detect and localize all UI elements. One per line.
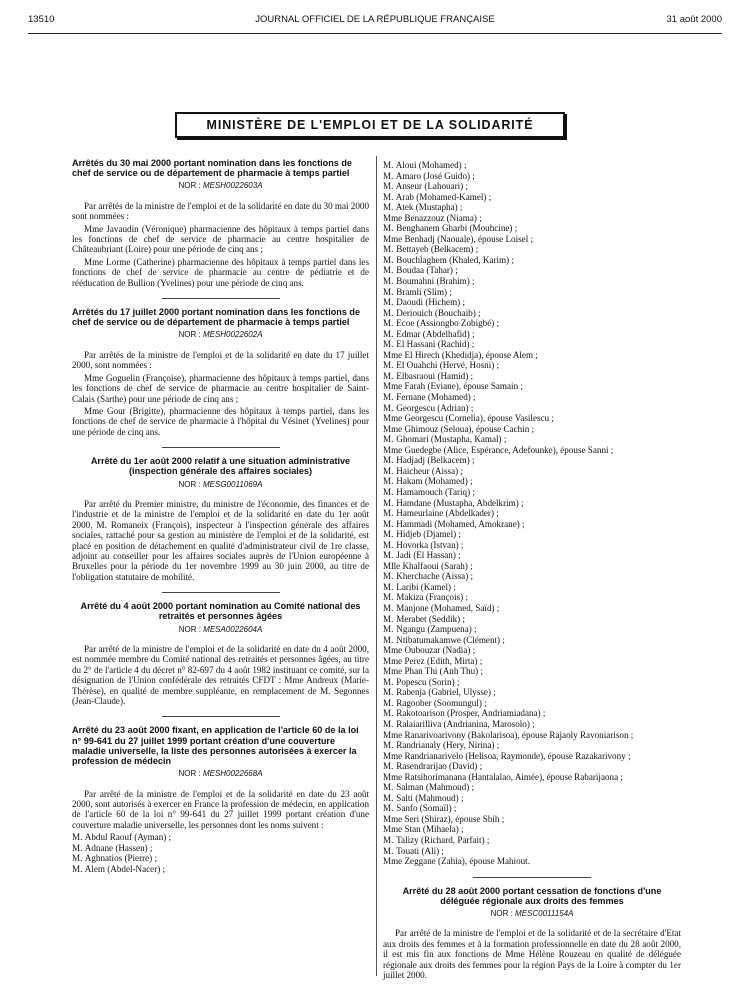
person-name: Atek (Mustapha) ; xyxy=(395,202,463,213)
person-name: Ralaiarilliva (Andrianina, Marosolo) ; xyxy=(396,718,535,729)
person-name: Alem (Abdel-Nacer) ; xyxy=(84,863,166,874)
list-item xyxy=(383,656,681,667)
list-item xyxy=(383,508,681,519)
honorific: M. xyxy=(383,434,394,445)
list-item xyxy=(383,244,681,255)
list-item xyxy=(383,666,681,677)
decree-title: Arrêtés du 30 mai 2000 portant nomination dans les fonctions de chef de service ou de département de pharmacie à temps partiel xyxy=(72,158,352,179)
authorized-list-continued xyxy=(383,160,681,867)
honorific: M. xyxy=(383,792,394,803)
person-name: Hidjeb (Djamel) ; xyxy=(396,529,461,540)
person-name: Perez (Edith, Mirta) ; xyxy=(404,655,483,666)
person-name: El Hassani (Rachid) ; xyxy=(396,339,475,350)
list-item xyxy=(383,487,681,498)
honorific: M. xyxy=(383,476,394,487)
list-item xyxy=(383,687,681,698)
honorific: M. xyxy=(383,497,394,508)
person-name: Manjone (Mohamed, Saïd) ; xyxy=(396,602,500,613)
decree-paragraph: Mme Goguelin (Françoise), pharmacienne des hôpitaux à temps partiel, dans les fonctions de chef de service de pharmacie au centre hospitalier de Saint-Calais (Sarthe) pour une période de cinq ans ; xyxy=(72,372,369,404)
list-item xyxy=(383,424,681,435)
nor-label: NOR : xyxy=(178,624,201,634)
list-item xyxy=(383,846,681,857)
list-item xyxy=(383,740,681,751)
list-item xyxy=(383,751,681,762)
list-item xyxy=(383,761,681,772)
list-item xyxy=(383,835,681,846)
honorific: Mme xyxy=(383,729,403,740)
person-name: Salman (Mahmoud) ; xyxy=(396,782,475,793)
list-item xyxy=(383,339,681,350)
person-name: Khalfaoui (Sarah) ; xyxy=(402,560,473,571)
honorific: M. xyxy=(383,170,394,181)
honorific: Mme xyxy=(383,413,403,424)
honorific: M. xyxy=(383,370,394,381)
person-name: Laribi (Kamel) ; xyxy=(396,581,456,592)
nor-code: MESH0022603A xyxy=(202,181,263,191)
list-item xyxy=(383,519,681,530)
list-item xyxy=(383,529,681,540)
honorific: Mme xyxy=(383,813,403,824)
honorific: M. xyxy=(383,761,394,772)
list-item xyxy=(383,445,681,456)
decree-title: Arrêté du 23 août 2000 fixant, en application de l'article 60 de la loi n° 99-641 du 27 juillet 1999 portant création d'une couverture maladie universelle, la liste des personnes autorisées à exercer la profession de médecin xyxy=(72,725,359,767)
honorific: M. xyxy=(72,863,83,874)
decree-title: Arrêté du 28 août 2000 portant cessation de fonctions d'une déléguée régionale aux droits des femmes xyxy=(402,885,662,906)
nor-reference xyxy=(383,909,681,919)
person-name: El Hirech (Khedidja), épouse Alem ; xyxy=(404,349,538,360)
honorific: M. xyxy=(383,782,394,793)
honorific: M. xyxy=(383,634,394,645)
person-name: Merabet (Seddik) ; xyxy=(396,613,465,624)
list-item xyxy=(383,297,681,308)
list-item xyxy=(383,213,681,224)
decree-paragraph: Mme Lorme (Catherine) pharmacienne des hôpitaux à temps partiel dans les fonctions de chef de service de pharmacie au centre de pédiatrie et de rééducation de Bullion (Yvelines) pour une période de cinq ans. xyxy=(72,256,369,288)
person-name: Arab (Mohamed-Kamel) ; xyxy=(395,191,492,202)
person-name: Kherchache (Aissa) ; xyxy=(396,571,474,582)
decree-3 xyxy=(72,456,369,582)
honorific: M. xyxy=(383,455,394,466)
list-item xyxy=(383,234,681,245)
person-name: Touati (Ali) ; xyxy=(396,845,444,856)
list-item xyxy=(383,772,681,783)
left-column xyxy=(72,158,369,874)
list-item xyxy=(383,793,681,804)
person-name: Ntibatumakamwe (Clément) ; xyxy=(396,634,505,645)
nor-label: NOR : xyxy=(178,181,201,191)
section-separator xyxy=(162,716,280,717)
person-name: Boudaa (Tahar) ; xyxy=(396,265,458,276)
honorific: M. xyxy=(383,307,394,318)
right-column xyxy=(383,158,681,982)
honorific: M. xyxy=(383,602,394,613)
person-name: Zeggane (Zahia), épouse Mahiout. xyxy=(404,856,530,867)
person-name: Salti (Mahmoud) ; xyxy=(396,792,464,803)
person-name: Bouchlaghem (Khaled, Karim) ; xyxy=(396,254,514,265)
list-item xyxy=(383,614,681,625)
person-name: Popescu (Sorin) ; xyxy=(396,676,460,687)
honorific: M. xyxy=(383,339,394,350)
list-item xyxy=(383,635,681,646)
honorific: M. xyxy=(383,223,394,234)
decree-paragraph: Mme Javaudin (Véronique) pharmacienne des hôpitaux à temps partiel dans les fonctions de chef de service de pharmacie au centre hospitalier de Châteaubriant (Loire) pour une période de cinq ans ; xyxy=(72,223,369,255)
person-name: Georgescu (Cornelia), épouse Vasilescu ; xyxy=(404,413,554,424)
list-item xyxy=(72,853,369,863)
honorific: M. xyxy=(383,286,394,297)
honorific: M. xyxy=(383,328,394,339)
honorific: M. xyxy=(383,244,394,255)
person-name: Hamdane (Mustapha, Abdelkrim) ; xyxy=(396,497,524,508)
honorific: M. xyxy=(383,687,394,698)
nor-label: NOR : xyxy=(490,909,513,919)
person-name: Bramli (Slim) ; xyxy=(396,286,452,297)
list-item xyxy=(383,202,681,213)
list-item xyxy=(72,832,369,842)
list-item xyxy=(383,719,681,730)
person-name: Hovorka (Istvan) ; xyxy=(396,539,464,550)
list-item xyxy=(383,265,681,276)
section-separator xyxy=(162,592,280,593)
honorific: M. xyxy=(383,486,394,497)
honorific: M. xyxy=(383,191,394,202)
list-item xyxy=(383,360,681,371)
person-name: Phan Thi (Anh Thu) ; xyxy=(404,666,483,677)
person-name: Oubouzar (Nadia) ; xyxy=(404,645,476,656)
section-separator xyxy=(473,877,591,878)
honorific: M. xyxy=(383,360,394,371)
nor-reference xyxy=(72,480,369,490)
list-item xyxy=(383,603,681,614)
honorific: Mme xyxy=(383,444,403,455)
list-item xyxy=(383,181,681,192)
decree-title: Arrêté du 4 août 2000 portant nomination au Comité national des retraités et personnes âgées xyxy=(80,601,361,622)
honorific: Mlle xyxy=(383,560,401,571)
honorific: M. xyxy=(383,392,394,403)
section-separator xyxy=(162,298,280,299)
honorific: M. xyxy=(383,803,394,814)
list-item xyxy=(383,561,681,572)
person-name: Benazzouz (Niama) ; xyxy=(404,212,482,223)
list-item xyxy=(383,498,681,509)
honorific: M. xyxy=(383,740,394,751)
decree-5 xyxy=(72,725,369,873)
list-item xyxy=(383,550,681,561)
list-item xyxy=(383,571,681,582)
list-item xyxy=(383,392,681,403)
person-name: Deriouich (Bouchaib) ; xyxy=(396,307,481,318)
person-name: Hakam (Mohamed) ; xyxy=(396,476,473,487)
honorific: M. xyxy=(383,676,394,687)
decree-1 xyxy=(72,158,369,288)
list-item xyxy=(383,708,681,719)
list-item xyxy=(383,403,681,414)
honorific: M. xyxy=(383,697,394,708)
decree-paragraph: Par arrêtés de la ministre de l'emploi et de la solidarité en date du 17 juillet 2000, sont nommées : xyxy=(72,349,369,371)
honorific: M. xyxy=(383,181,394,192)
authorized-list xyxy=(72,832,369,874)
honorific: M. xyxy=(383,297,394,308)
list-item xyxy=(383,476,681,487)
honorific: M. xyxy=(383,571,394,582)
list-item xyxy=(383,223,681,234)
nor-code: MESG0011069A xyxy=(203,479,263,489)
decree-title: Arrêtés du 17 juillet 2000 portant nomination dans les fonctions de chef de service ou de département de pharmacie à temps partiel xyxy=(72,307,361,328)
column-divider xyxy=(376,156,377,976)
honorific: M. xyxy=(383,276,394,287)
honorific: M. xyxy=(383,402,394,413)
person-name: Sanfo (Somaïl) ; xyxy=(396,803,457,814)
honorific: M. xyxy=(383,708,394,719)
nor-reference xyxy=(72,769,369,779)
page-header xyxy=(28,14,722,28)
honorific: M. xyxy=(383,835,394,845)
list-item xyxy=(383,381,681,392)
honorific: M. xyxy=(383,718,394,729)
list-item xyxy=(383,624,681,635)
person-name: Amaro (José Guido) ; xyxy=(395,170,475,181)
section-separator xyxy=(162,447,280,448)
person-name: Talizy (Richard, Parfait) ; xyxy=(396,835,490,845)
list-item xyxy=(383,287,681,298)
honorific: Mme xyxy=(383,655,403,666)
person-name: Ratsihorimanana (Hantalalao, Aimée), épouse Rabarijaona ; xyxy=(404,771,623,782)
person-name: Rakotoarison (Prosper, Andriamiadana) ; xyxy=(396,708,546,719)
person-name: Randrianaly (Hery, Nirina) ; xyxy=(396,740,500,751)
decree-paragraph: Par arrêté de la ministre de l'emploi et de la solidarité en date du 23 août 2000, sont autorisés à exercer en France la profession de médecin, en application de l'article 60 de la loi n° 99-641 du 27 juillet 1999 portant création d'une couverture maladie universelle, les personnes dont les noms suivent : xyxy=(72,788,369,830)
list-item xyxy=(383,171,681,182)
list-item xyxy=(383,413,681,424)
person-name: Aghnatios (Pierre) ; xyxy=(84,853,158,864)
list-item xyxy=(383,645,681,656)
honorific: Mme xyxy=(383,824,403,835)
header-rule xyxy=(28,33,722,34)
person-name: Makiza (François) ; xyxy=(396,592,468,603)
person-name: Elbasraoui (Hamid) ; xyxy=(396,370,474,381)
list-item xyxy=(383,698,681,709)
honorific: M. xyxy=(383,624,394,635)
honorific: M. xyxy=(383,539,394,550)
journal-title: JOURNAL OFFICIEL DE LA RÉPUBLIQUE FRANÇAISE xyxy=(255,14,495,25)
nor-code: MESA0022604A xyxy=(203,624,263,634)
person-name: Rabenja (Gabriel, Ulysse) ; xyxy=(396,687,496,698)
honorific: Mme xyxy=(383,423,403,434)
person-name: Rasendrarijao (David) ; xyxy=(396,761,483,772)
decree-4 xyxy=(72,601,369,706)
list-item xyxy=(383,318,681,329)
person-name: Ecoe (Assiongbo Zobigbé) ; xyxy=(396,318,500,329)
person-name: Ngangu (Zampuena) ; xyxy=(396,624,477,635)
list-item xyxy=(383,192,681,203)
person-name: Anseur (Lahouari) ; xyxy=(395,181,468,192)
list-item xyxy=(72,843,369,853)
person-name: Jadi (El Hassan) ; xyxy=(396,550,461,561)
person-name: Hameurlaine (Abdelkader) ; xyxy=(396,508,499,519)
honorific: Mme xyxy=(383,212,403,223)
honorific: Mme xyxy=(383,666,403,677)
person-name: Bettayeb (Belkacem) ; xyxy=(396,244,479,255)
honorific: Mme xyxy=(383,381,403,392)
nor-reference xyxy=(72,181,369,191)
person-name: Hadjadj (Belkacem) ; xyxy=(396,455,475,466)
person-name: Hammadi (Mohamed, Amokrane) ; xyxy=(396,518,525,529)
person-name: Adnane (Hassen) ; xyxy=(84,842,153,853)
honorific: M. xyxy=(72,842,83,853)
list-item xyxy=(383,592,681,603)
honorific: M. xyxy=(383,265,394,276)
honorific: M. xyxy=(383,592,394,603)
decree-paragraph: Par arrêté de la ministre de l'emploi et de la solidarité et de la secrétaire d'Etat aux droits des femmes et à la formation professionnelle en date du 28 août 2000, il est mis fin aux fonctions de Mme Hélène Rouzeau en qualité de déléguée régionale aux droits des femmes pour la région Pays de la Loire à compter du 1er juillet 2000. xyxy=(383,928,681,981)
list-item xyxy=(383,350,681,361)
honorific: Mme xyxy=(383,349,403,360)
honorific: M. xyxy=(383,254,394,265)
nor-label: NOR : xyxy=(178,330,201,340)
list-item xyxy=(383,160,681,171)
decree-paragraph: Par arrêtés de la ministre de l'emploi et de la solidarité en date du 30 mai 2000 sont nommées : xyxy=(72,200,369,222)
nor-code: MESH0022602A xyxy=(202,330,263,340)
honorific: M. xyxy=(383,529,394,540)
person-name: Boumahni (Brahim) ; xyxy=(396,276,475,287)
person-name: Randrianarivelo (Helisoa, Raymonde), épouse Razakarivony ; xyxy=(404,750,631,761)
honorific: M. xyxy=(383,613,394,624)
person-name: Ranarivoarivony (Bakolarisoa), épouse Rajaoly Ravoniarison ; xyxy=(404,729,634,740)
honorific: M. xyxy=(383,518,394,529)
nor-code: MESC0011154A xyxy=(515,909,574,919)
list-item xyxy=(383,782,681,793)
honorific: M. xyxy=(72,853,83,864)
list-item xyxy=(383,466,681,477)
nor-reference xyxy=(72,330,369,340)
person-name: Georgescu (Adrian) ; xyxy=(396,402,474,413)
decree-paragraph: Par arrêté de la ministre de l'emploi et de la solidarité en date du 4 août 2000, est nommée membre du Comité national des retraités et personnes âgées, au titre du 2° de l'article 4 du décret n° 82-697 du 4 août 1982 instituant ce comité, sur la désignation de l'Union confédérale des retraités CFDT : Mme Andreux (Marie-Thérèse), en qualité de membre suppléante, en remplacement de M. Segonnes (Jean-Claude). xyxy=(72,644,369,707)
list-item xyxy=(383,856,681,867)
person-name: Farah (Eviane), épouse Samain ; xyxy=(404,381,523,392)
decree-paragraph: Par arrêté du Premier ministre, du ministre de l'économie, des finances et de l'industrie et de la ministre de l'emploi et de la solidarité en date du 1er août 2000, M. Romaneix (François), inspecteur à l'inspection générale des affaires sociales, rattaché pour sa gestion au ministère de l'emploi et de la solidarité, est placé en position de détachement en qualité d'administrateur civil de 1re classe, adjoint au conseiller pour les affaires sociales auprès de l'Union européenne à Bruxelles pour la période du 1er novembre 1999 au 30 juin 2000, au titre de l'obligation statutaire de mobilité. xyxy=(72,498,369,582)
honorific: M. xyxy=(383,550,394,561)
honorific: Mme xyxy=(383,771,403,782)
list-item xyxy=(383,434,681,445)
honorific: M. xyxy=(383,581,394,592)
person-name: Abdul Raouf (Ayman) ; xyxy=(84,832,172,843)
list-item xyxy=(383,582,681,593)
person-name: Seri (Shiraz), épouse Sbih ; xyxy=(404,813,505,824)
person-name: Ghomari (Mustapha, Kamal) ; xyxy=(396,434,507,445)
decree-6 xyxy=(383,886,681,981)
person-name: Stan (Mihaela) ; xyxy=(404,824,464,835)
nor-label: NOR : xyxy=(178,479,201,489)
nor-code: MESH0022668A xyxy=(202,769,263,779)
list-item xyxy=(383,677,681,688)
person-name: Daoudi (Hichem) ; xyxy=(396,297,465,308)
list-item xyxy=(383,371,681,382)
list-item xyxy=(383,730,681,741)
honorific: M. xyxy=(383,508,394,519)
honorific: M. xyxy=(383,202,394,213)
decree-2 xyxy=(72,307,369,437)
honorific: Mme xyxy=(383,750,403,761)
honorific: Mme xyxy=(383,645,403,656)
person-name: Haicheur (Aissa) ; xyxy=(396,465,463,476)
list-item xyxy=(383,308,681,319)
decree-title: Arrêté du 1er août 2000 relatif à une situation administrative (inspection générale des affaires sociales) xyxy=(90,456,351,477)
nor-label: NOR : xyxy=(178,769,201,779)
person-name: Benghanem Gharbi (Mouhcine) ; xyxy=(396,223,518,234)
list-item xyxy=(383,329,681,340)
list-item xyxy=(383,540,681,551)
ministry-banner: MINISTÈRE DE L'EMPLOI ET DE LA SOLIDARITÉ xyxy=(175,112,565,138)
honorific: M. xyxy=(383,465,394,476)
page-number: 13510 xyxy=(28,14,55,25)
honorific: M. xyxy=(383,845,394,856)
person-name: Benhadj (Naouale), épouse Loisel ; xyxy=(404,233,534,244)
honorific: M. xyxy=(72,832,83,843)
person-name: Guedegbe (Alice, Espérance, Adefounke), épouse Sanni ; xyxy=(404,444,614,455)
honorific: Mme xyxy=(383,856,403,867)
person-name: Edmar (Abdelhafid) ; xyxy=(396,328,475,339)
list-item xyxy=(383,803,681,814)
person-name: Ghimouz (Seloua), épouse Cachin ; xyxy=(404,423,535,434)
list-item xyxy=(383,824,681,835)
list-item xyxy=(383,276,681,287)
honorific: Mme xyxy=(383,233,403,244)
nor-reference xyxy=(72,625,369,635)
list-item xyxy=(383,255,681,266)
person-name: Hamamouch (Tariq) ; xyxy=(396,486,475,497)
person-name: El Ouahchi (Hervé, Hosni) ; xyxy=(396,360,500,371)
issue-date: 31 août 2000 xyxy=(666,14,722,25)
decree-paragraph: Mme Gour (Brigitte), pharmacienne des hôpitaux à temps partiel, dans les fonctions de chef de service de pharmacie à l'hôpital du Vésinet (Yvelines) pour une période de cinq ans. xyxy=(72,405,369,437)
list-item xyxy=(383,814,681,825)
person-name: Aloui (Mohamed) ; xyxy=(395,160,467,170)
honorific: M. xyxy=(383,318,394,329)
person-name: Fernane (Mohamed) ; xyxy=(396,392,476,403)
honorific: M. xyxy=(383,160,394,170)
list-item xyxy=(383,455,681,466)
list-item xyxy=(72,864,369,874)
person-name: Ragoober (Soomungul) ; xyxy=(396,697,487,708)
